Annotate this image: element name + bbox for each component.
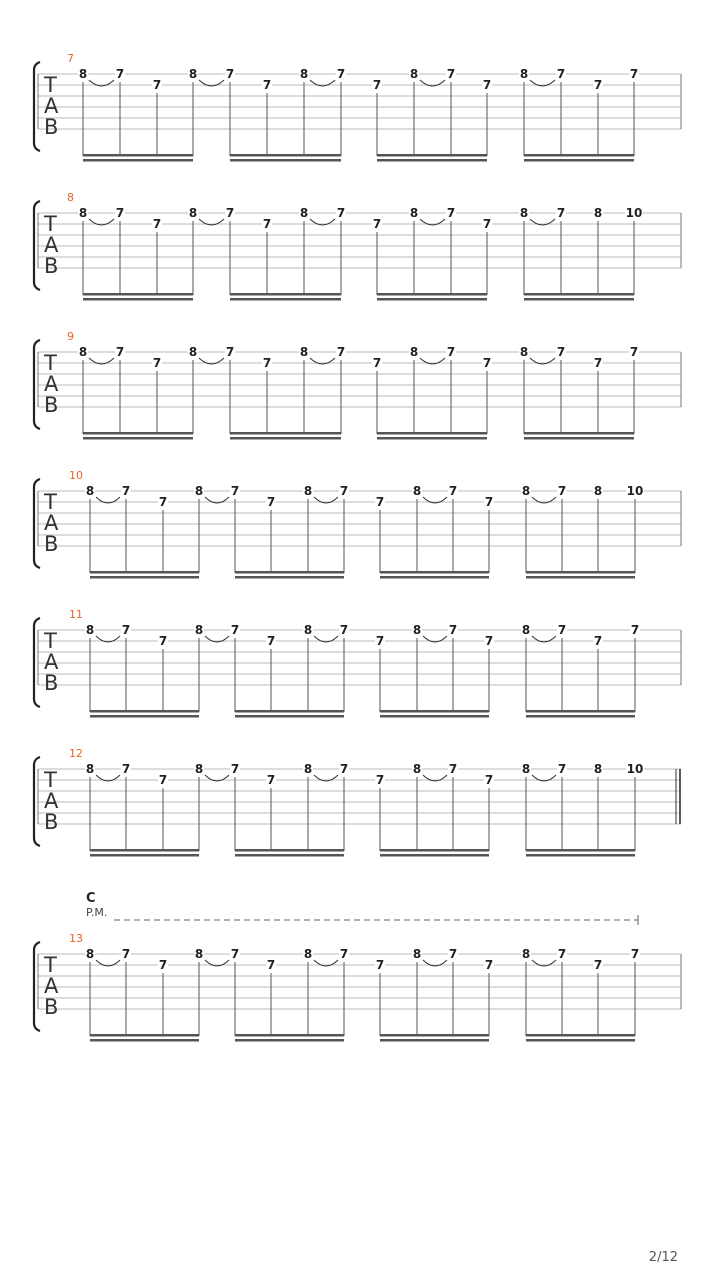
fret-number: 7 xyxy=(262,78,272,92)
tab-letter: B xyxy=(44,810,59,834)
fret-number: 7 xyxy=(339,484,349,498)
measure-number: 7 xyxy=(67,52,74,65)
fret-number: 7 xyxy=(630,947,640,961)
fret-number: 7 xyxy=(557,762,567,776)
measure-number: 13 xyxy=(69,932,83,945)
fret-number: 8 xyxy=(194,623,204,637)
fret-number: 7 xyxy=(448,484,458,498)
beam-secondary xyxy=(380,576,489,579)
fret-number: 7 xyxy=(375,958,385,972)
beam-secondary xyxy=(377,298,487,301)
fret-number: 7 xyxy=(266,634,276,648)
fret-number: 7 xyxy=(375,634,385,648)
fret-number: 8 xyxy=(303,762,313,776)
fret-number: 7 xyxy=(372,356,382,370)
tab-letter: B xyxy=(44,254,59,278)
beam-secondary xyxy=(380,1039,489,1042)
fret-number: 7 xyxy=(446,206,456,220)
fret-number: 7 xyxy=(593,78,603,92)
fret-number: 8 xyxy=(593,484,603,498)
beam-primary xyxy=(526,849,635,852)
beam-primary xyxy=(235,571,344,574)
beam-secondary xyxy=(524,298,634,301)
fret-number: 7 xyxy=(336,206,346,220)
beam-primary xyxy=(83,154,193,157)
fret-number: 7 xyxy=(152,78,162,92)
fret-number: 7 xyxy=(593,634,603,648)
fret-number: 8 xyxy=(299,345,309,359)
measure-number: 12 xyxy=(69,747,83,760)
fret-number: 8 xyxy=(188,67,198,81)
fret-number: 7 xyxy=(375,773,385,787)
fret-number: 8 xyxy=(78,206,88,220)
tab-letter: T xyxy=(44,768,57,792)
fret-number: 7 xyxy=(556,206,566,220)
beam-secondary xyxy=(90,715,199,718)
beam-secondary xyxy=(235,576,344,579)
tab-letter: T xyxy=(44,73,57,97)
fret-number: 7 xyxy=(630,623,640,637)
beam-secondary xyxy=(235,715,344,718)
fret-number: 7 xyxy=(339,762,349,776)
beam-secondary xyxy=(230,298,341,301)
beam-primary xyxy=(380,571,489,574)
tab-letter: T xyxy=(44,490,57,514)
fret-number: 7 xyxy=(482,78,492,92)
beam-primary xyxy=(524,293,634,296)
fret-number: 8 xyxy=(593,762,603,776)
measure-number: 11 xyxy=(69,608,83,621)
beam-secondary xyxy=(380,854,489,857)
fret-number: 7 xyxy=(593,356,603,370)
page-number: 2/12 xyxy=(648,1250,678,1265)
beam-primary xyxy=(230,154,341,157)
fret-number: 7 xyxy=(448,947,458,961)
fret-number: 8 xyxy=(194,947,204,961)
fret-number: 7 xyxy=(121,484,131,498)
beam-primary xyxy=(83,293,193,296)
fret-number: 7 xyxy=(266,773,276,787)
fret-number: 7 xyxy=(372,217,382,231)
beam-secondary xyxy=(83,159,193,162)
tab-letter: A xyxy=(44,511,59,535)
beam-primary xyxy=(90,710,199,713)
fret-number: 7 xyxy=(158,634,168,648)
fret-number: 7 xyxy=(629,67,639,81)
beam-primary xyxy=(524,154,634,157)
beam-secondary xyxy=(230,159,341,162)
fret-number: 10 xyxy=(625,206,643,220)
fret-number: 7 xyxy=(230,484,240,498)
tab-letter: A xyxy=(44,94,59,118)
beam-secondary xyxy=(90,854,199,857)
palm-mute-label: P.M. xyxy=(86,906,108,919)
tab-letter: A xyxy=(44,233,59,257)
beam-secondary xyxy=(526,854,635,857)
fret-number: 8 xyxy=(409,67,419,81)
fret-number: 7 xyxy=(484,495,494,509)
beam-primary xyxy=(230,432,341,435)
fret-number: 7 xyxy=(158,495,168,509)
measure-number: 10 xyxy=(69,469,83,482)
fret-number: 7 xyxy=(115,206,125,220)
fret-number: 7 xyxy=(121,762,131,776)
measure-number: 8 xyxy=(67,191,74,204)
section-marker: C xyxy=(86,891,96,906)
fret-number: 8 xyxy=(519,67,529,81)
fret-number: 7 xyxy=(448,623,458,637)
tab-letter: T xyxy=(44,629,57,653)
beam-secondary xyxy=(526,576,635,579)
fret-number: 8 xyxy=(299,67,309,81)
fret-number: 8 xyxy=(521,623,531,637)
beam-secondary xyxy=(526,1039,635,1042)
beam-primary xyxy=(235,710,344,713)
fret-number: 8 xyxy=(409,206,419,220)
fret-number: 7 xyxy=(557,947,567,961)
beam-secondary xyxy=(235,1039,344,1042)
fret-number: 7 xyxy=(336,345,346,359)
fret-number: 8 xyxy=(188,206,198,220)
fret-number: 7 xyxy=(629,345,639,359)
beam-primary xyxy=(90,849,199,852)
fret-number: 7 xyxy=(484,958,494,972)
fret-number: 8 xyxy=(78,67,88,81)
fret-number: 7 xyxy=(446,67,456,81)
beam-secondary xyxy=(377,159,487,162)
fret-number: 7 xyxy=(121,947,131,961)
fret-number: 8 xyxy=(593,206,603,220)
beam-secondary xyxy=(235,854,344,857)
beam-secondary xyxy=(90,576,199,579)
tab-letter: A xyxy=(44,974,59,998)
fret-number: 8 xyxy=(412,762,422,776)
beam-primary xyxy=(524,432,634,435)
fret-number: 8 xyxy=(194,762,204,776)
fret-number: 8 xyxy=(188,345,198,359)
fret-number: 7 xyxy=(230,623,240,637)
tab-letter: T xyxy=(44,953,57,977)
fret-number: 7 xyxy=(339,623,349,637)
fret-number: 8 xyxy=(194,484,204,498)
fret-number: 8 xyxy=(85,484,95,498)
fret-number: 7 xyxy=(262,356,272,370)
tab-letter: A xyxy=(44,372,59,396)
beam-secondary xyxy=(380,715,489,718)
tab-letter: B xyxy=(44,115,59,139)
fret-number: 8 xyxy=(78,345,88,359)
fret-number: 7 xyxy=(121,623,131,637)
fret-number: 7 xyxy=(484,773,494,787)
fret-number: 7 xyxy=(225,67,235,81)
fret-number: 8 xyxy=(299,206,309,220)
beam-secondary xyxy=(90,1039,199,1042)
fret-number: 7 xyxy=(448,762,458,776)
beam-primary xyxy=(377,154,487,157)
beam-primary xyxy=(235,1034,344,1037)
fret-number: 7 xyxy=(557,484,567,498)
fret-number: 7 xyxy=(152,356,162,370)
fret-number: 7 xyxy=(375,495,385,509)
fret-number: 8 xyxy=(85,762,95,776)
beam-primary xyxy=(235,849,344,852)
fret-number: 8 xyxy=(412,947,422,961)
fret-number: 8 xyxy=(521,762,531,776)
fret-number: 7 xyxy=(556,67,566,81)
fret-number: 7 xyxy=(266,495,276,509)
fret-number: 7 xyxy=(556,345,566,359)
beam-primary xyxy=(526,571,635,574)
fret-number: 7 xyxy=(115,345,125,359)
fret-number: 7 xyxy=(336,67,346,81)
tab-letter: B xyxy=(44,995,59,1019)
beam-primary xyxy=(90,1034,199,1037)
fret-number: 7 xyxy=(339,947,349,961)
tab-letter: A xyxy=(44,650,59,674)
fret-number: 8 xyxy=(412,623,422,637)
measure-number: 9 xyxy=(67,330,74,343)
fret-number: 8 xyxy=(303,623,313,637)
fret-number: 7 xyxy=(158,958,168,972)
beam-primary xyxy=(90,571,199,574)
fret-number: 7 xyxy=(115,67,125,81)
fret-number: 8 xyxy=(519,206,529,220)
beam-primary xyxy=(230,293,341,296)
fret-number: 7 xyxy=(557,623,567,637)
beam-secondary xyxy=(83,298,193,301)
beam-primary xyxy=(83,432,193,435)
tab-letter: B xyxy=(44,671,59,695)
fret-number: 7 xyxy=(446,345,456,359)
fret-number: 8 xyxy=(409,345,419,359)
beam-primary xyxy=(380,849,489,852)
beam-primary xyxy=(526,1034,635,1037)
beam-secondary xyxy=(524,437,634,440)
tab-letter: T xyxy=(44,351,57,375)
fret-number: 7 xyxy=(262,217,272,231)
fret-number: 8 xyxy=(303,947,313,961)
fret-number: 7 xyxy=(266,958,276,972)
beam-primary xyxy=(377,293,487,296)
fret-number: 8 xyxy=(521,484,531,498)
beam-primary xyxy=(377,432,487,435)
fret-number: 7 xyxy=(482,356,492,370)
tab-letter: B xyxy=(44,393,59,417)
beam-primary xyxy=(380,1034,489,1037)
fret-number: 10 xyxy=(626,762,644,776)
beam-secondary xyxy=(377,437,487,440)
fret-number: 8 xyxy=(521,947,531,961)
fret-number: 10 xyxy=(626,484,644,498)
fret-number: 8 xyxy=(303,484,313,498)
fret-number: 7 xyxy=(372,78,382,92)
fret-number: 7 xyxy=(152,217,162,231)
tab-letter: B xyxy=(44,532,59,556)
fret-number: 7 xyxy=(484,634,494,648)
fret-number: 8 xyxy=(412,484,422,498)
fret-number: 7 xyxy=(230,762,240,776)
beam-secondary xyxy=(524,159,634,162)
beam-secondary xyxy=(83,437,193,440)
fret-number: 7 xyxy=(230,947,240,961)
beam-secondary xyxy=(526,715,635,718)
fret-number: 7 xyxy=(593,958,603,972)
beam-secondary xyxy=(230,437,341,440)
beam-primary xyxy=(526,710,635,713)
fret-number: 8 xyxy=(85,947,95,961)
tab-letter: T xyxy=(44,212,57,236)
tab-letter: A xyxy=(44,789,59,813)
fret-number: 8 xyxy=(519,345,529,359)
fret-number: 8 xyxy=(85,623,95,637)
beam-primary xyxy=(380,710,489,713)
fret-number: 7 xyxy=(225,206,235,220)
fret-number: 7 xyxy=(225,345,235,359)
fret-number: 7 xyxy=(158,773,168,787)
fret-number: 7 xyxy=(482,217,492,231)
